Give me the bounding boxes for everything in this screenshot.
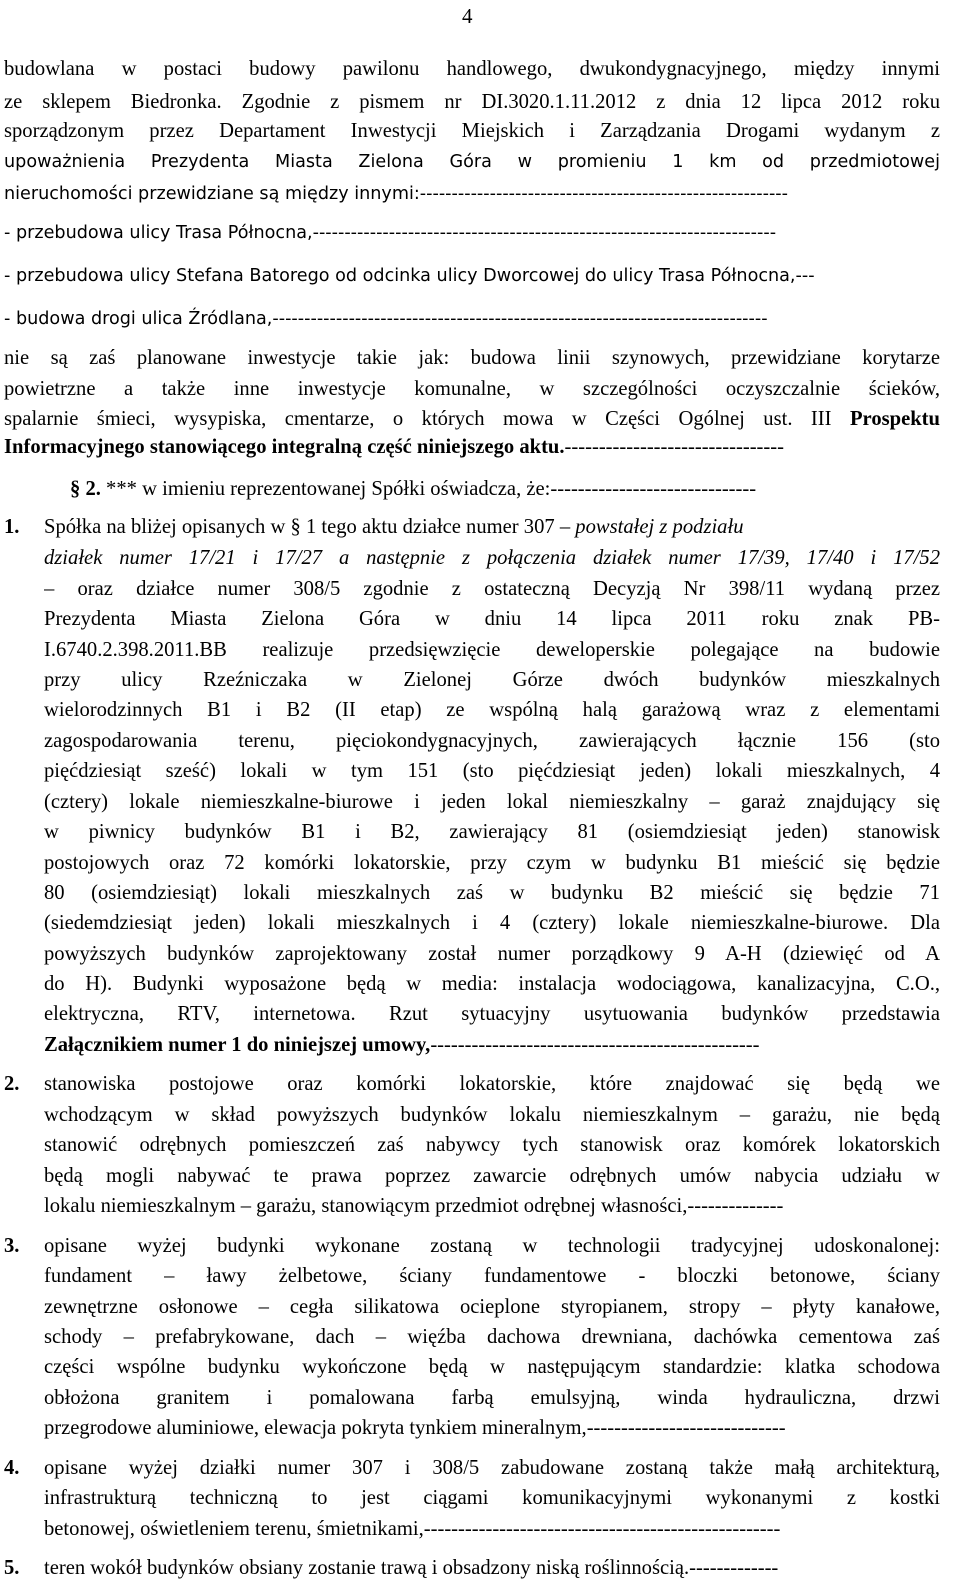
text-line: stanowić odrębnych pomieszczeń zaś nabywcy tych stanowisk oraz komórek lokatorskich [44, 1134, 940, 1156]
text-line: powyższych budynków zaprojektowany został numer porządkowy 9 A-H (dziewięć od A [44, 943, 940, 965]
bullet-item: - budowa drogi ulica Źródlana,------------------------------------------------------------------------------ [4, 309, 768, 329]
text-line: będą mogli nabywać te prawa poprzez zawarcie odrębnych umów nabycia udziału w [44, 1165, 940, 1187]
text-line: teren wokół budynków obsiany zostanie trawą i obsadzony niską roślinnością.------------- [44, 1557, 779, 1579]
text-line [4, 406, 940, 432]
text-line: opisane wyżej budynki wykonane zostaną w technologii tradycyjnej udoskonalonej: [44, 1235, 940, 1257]
bold-text: Prospektu [849, 408, 940, 430]
text-line: fundament – ławy żelbetowe, ściany fundamentowe - bloczki betonowe, ściany [44, 1265, 940, 1287]
text-line: upoważnienia Prezydenta Miasta Zielona Góra w promieniu 1 km od przedmiotowej [4, 152, 940, 172]
text-line: działek numer 17/21 i 17/27 a następnie z połączenia działek numer 17/39, 17/40 i 17/52 [44, 547, 940, 569]
italic-text: powstałej z podziału [575, 516, 744, 538]
text-span: spalarnie śmieci, wysypiska, cmentarze, o których mowa w Części Ogólnej ust. III [4, 408, 832, 430]
text-line: w piwnicy budynków B1 i B2, zawierający 81 (osiemdziesiąt jeden) stanowisk [44, 821, 940, 843]
text-line: powietrzne a także inne inwestycje komunalne, w szczególności oczyszczalnie ścieków, [4, 378, 940, 400]
text-line: lokalu niemieszkalnym – garażu, stanowiącym przedmiot odrębnej własności,-------------- [44, 1195, 784, 1217]
text-line: ze sklepem Biedronka. Zgodnie z pismem nr DI.3020.1.11.2012 z dnia 12 lipca 2012 roku [4, 91, 940, 113]
item-number: 1. [4, 516, 20, 538]
text-line: Prezydenta Miasta Zielona Góra w dniu 14 lipca 2011 roku znak PB- [44, 608, 940, 630]
section-text: *** w imieniu reprezentowanej Spółki oświadcza, że:------------------------------ [100, 478, 757, 500]
bullet-item: - przebudowa ulicy Stefana Batorego od odcinka ulicy Dworcowej do ulicy Trasa Północna,--- [4, 266, 815, 286]
section-symbol: § 2. [70, 478, 101, 500]
page-number: 4 [462, 4, 473, 28]
text-line: przy ulicy Rzeźniczaka w Zielonej Górze dwóch budynków mieszkalnych [44, 669, 940, 691]
text-line: pięćdziesiąt sześć) lokali w tym 151 (sto pięćdziesiąt jeden) lokali mieszkalnych, 4 [44, 760, 940, 782]
text-line [44, 1032, 940, 1058]
text-line: I.6740.2.398.2011.BB realizuje przedsięwzięcie deweloperskie polegające na budowie [44, 639, 940, 661]
text-line: wchodzącym w skład powyższych budynków lokalu niemieszkalnym – garażu, nie będą [44, 1104, 940, 1126]
text-span: Spółka na bliżej opisanych w § 1 tego aktu działce numer 307 – [44, 516, 576, 538]
text-line: wielorodzinnych B1 i B2 (II etap) ze wspólną halą garażową wraz z elementami [44, 699, 940, 721]
bold-text: Informacyjnego stanowiącego integralną część niniejszego aktu. [4, 436, 565, 458]
text-line: budowlana w postaci budowy pawilonu handlowego, dwukondygnacyjnego, między innymi [4, 58, 940, 80]
text-line: obłożona granitem i pomalowana farbą emulsyjną, winda hydrauliczna, drzwi [44, 1387, 940, 1409]
text-line: (siedemdziesiąt jeden) lokali mieszkalnych i 4 (cztery) lokale niemieszkalne-biurowe. Dla [44, 912, 940, 934]
text-line: elektryczna, RTV, internetowa. Rzut sytuacyjny usytuowania budynków przedstawia [44, 1003, 940, 1025]
text-line: stanowiska postojowe oraz komórki lokatorskie, które znajdować się będą we [44, 1073, 940, 1095]
section-heading [70, 476, 940, 502]
bold-text: Załącznikiem numer 1 do niniejszej umowy, [44, 1034, 431, 1056]
text-line: przegrodowe aluminiowe, elewacja pokryta tynkiem mineralnym,----------------------------- [44, 1417, 786, 1439]
text-line: infrastrukturą techniczną to jest ciągami komunikacyjnymi wykonanymi z kostki [44, 1487, 940, 1509]
item-number: 5. [4, 1557, 20, 1579]
dash-filler: -------------------------------- [564, 436, 784, 458]
text-line: nieruchomości przewidziane są między innymi:---------------------------------------------------------- [4, 184, 789, 204]
item-number: 4. [4, 1457, 20, 1479]
text-line [4, 434, 940, 460]
bullet-item: - przebudowa ulicy Trasa Północna,------------------------------------------------------------------------- [4, 223, 777, 243]
text-line: części wspólne budynku wykończone będą w następującym standardzie: klatka schodowa [44, 1356, 940, 1378]
text-line: zewnętrzne osłonowe – cegła silikatowa ocieplone styropianem, stropy – płyty kanałowe, [44, 1296, 940, 1318]
text-line: opisane wyżej działki numer 307 i 308/5 zabudowane zostaną także małą architekturą, [44, 1457, 940, 1479]
text-line: 80 (osiemdziesiąt) lokali mieszkalnych zaś w budynku B2 mieścić się będzie 71 [44, 882, 940, 904]
dash-filler: ------------------------------------------------ [430, 1034, 760, 1056]
item-number: 3. [4, 1235, 20, 1257]
item-number: 2. [4, 1073, 20, 1095]
text-line: do H). Budynki wyposażone będą w media: instalacja wodociągowa, kanalizacyjna, C.O., [44, 973, 940, 995]
text-line [44, 514, 940, 540]
text-line: nie są zaś planowane inwestycje takie jak: budowa linii szynowych, przewidziane korytarze [4, 347, 940, 369]
text-line: zagospodarowania terenu, pięciokondygnacyjnych, zawierających łącznie 156 (sto [44, 730, 940, 752]
text-line: betonowej, oświetleniem terenu, śmietnikami,---------------------------------------------------- [44, 1518, 781, 1540]
text-line: sporządzonym przez Departament Inwestycji Miejskich i Zarządzania Drogami wydanym z [4, 120, 940, 142]
text-line: – oraz działce numer 308/5 zgodnie z ostateczną Decyzją Nr 398/11 wydaną przez [44, 578, 940, 600]
text-line: postojowych oraz 72 komórki lokatorskie, przy czym w budynku B1 mieścić się będzie [44, 852, 940, 874]
text-line: schody – prefabrykowane, dach – więźba dachowa drewniana, dachówka cementowa zaś [44, 1326, 940, 1348]
text-line: (cztery) lokale niemieszkalne-biurowe i jeden lokal niemieszkalny – garaż znajdujący się [44, 791, 940, 813]
